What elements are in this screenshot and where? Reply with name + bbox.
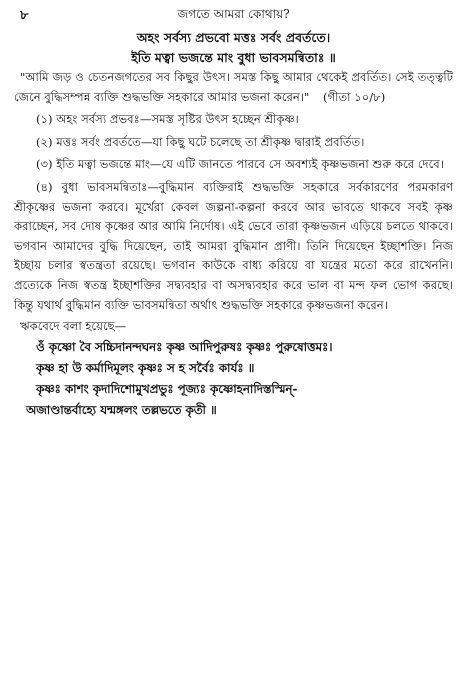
verse-line-2: ইতি মত্বা ভজন্তে মাং বুধা ভাবসমন্বিতাঃ ॥ (131, 50, 336, 65)
rigveda-line-1: ওঁ কৃষ্ণো বৈ সচ্চিদানন্দঘনঃ কৃষ্ণ আদিপুরুষঃ কৃষ্ণঃ পুরুষোত্তমঃ। (36, 339, 333, 354)
item-4 (14, 178, 453, 315)
rigveda-line-4: অজাণ্ডান্তর্বাহ্যে যন্মঙ্গলং তল্লভতে কৃতী ॥ (26, 402, 217, 417)
item-3-text: —যে এটি জানতে পারবে সে অবশ্যই কৃষ্ণভজনা শুরু করে দেবে। (149, 157, 444, 172)
rigveda-line-2: কৃষ্ণ হা উ কর্মাদিমূলং কৃষ্ণঃ স হ সর্বৈঃ কার্যঃ ॥ (36, 360, 255, 375)
item-2-head: মত্তঃ সর্বং প্রবর্ততে (56, 134, 141, 149)
page-number: ৮ (20, 8, 29, 23)
item-1-head: অহং সর্বস্য প্রভবঃ (56, 112, 140, 127)
item-1 (14, 110, 453, 130)
item-3-number: (৩) (36, 157, 53, 172)
item-3 (14, 155, 453, 175)
item-4-head: বুধা ভাবসমন্বিতাঃ (61, 179, 148, 194)
item-1-text: —সমস্ত সৃষ্টির উৎস হচ্ছেন শ্রীকৃষ্ণ। (139, 112, 299, 127)
item-4-number: (৪) (36, 179, 53, 194)
item-2-number: (২) (36, 134, 53, 149)
item-4-text: —বুদ্ধিমান ব্যক্তিরাই শুদ্ধভক্তি সহকারে সর্বকারণের পরমকারণ শ্রীকৃষ্ণের ভজনা করবে। মূর্খেরা কেবল জল্পনা-কল্পনা করবে আর ভাবতে থাকবে সবই কৃষ্ণ করাচ্ছেন, সব দোষ কৃষ্ণের আর আমি নির্দোষ। এই ভেবে তারা কৃষ্ণভজন এড়িয়ে চলতে থাকবে। ভগবান আমাদের বুদ্ধি দিয়েছেন, তাই আমরা বুদ্ধিমান প্রাণী। তিনি দিয়েছেন ইচ্ছাশক্তি। নিজ ইচ্ছায় চলার স্বতন্ত্রতা রয়েছে। ভগবান কাউকে বাধ্য করিয়ে বা যন্ত্রের মতো করে রাখেননি। প্রত্যেকে নিজ স্বতন্ত্র ইচ্ছাশক্তির সদ্ব্যবহার বা অসদ্ব্যবহার করে ভাল বা মন্দ ফল ভোগ করছে। কিন্তু যথার্থ বুদ্ধিমান ব্যক্তি ভাবসমন্বিতা অর্থাৎ শুদ্ধভক্তি সহকারে কৃষ্ণভজনা করেন। (14, 179, 453, 312)
page-header (14, 6, 453, 28)
item-2 (14, 133, 453, 153)
gita-citation: (গীতা ১০/৮) (323, 89, 386, 104)
sanskrit-verse (14, 28, 453, 68)
rigveda-line-3: কৃষ্ণঃ কাশং কৃদাদিশোমুখপ্রভুঃ পূজ্যঃ কৃষ্ণোহনাদিস্তস্মিন্‌- (36, 381, 298, 396)
running-title: জগতে আমরা কোথায়? (177, 7, 290, 21)
rigveda-verse (26, 337, 453, 421)
rigveda-intro: ঋকবেদে বলা হয়েছে— (20, 319, 127, 334)
translation-paragraph (14, 68, 453, 107)
item-2-text: —যা কিছু ঘটে চলেছে তা শ্রীকৃষ্ণ দ্বারাই প্রবর্তিত। (140, 134, 365, 149)
verse-line-1: অহং সর্বস্য প্রভবো মত্তঃ সর্বং প্রবর্ততে। (136, 30, 331, 45)
item-3-head: ইতি মত্বা ভজন্তে মাং (56, 157, 150, 172)
item-1-number: (১) (36, 112, 53, 127)
translation-text: "আমি জড় ও চেতনজগতের সব কিছুর উৎস। সমস্ত কিছু আমার থেকেই প্রবর্তিত। সেই তত্ত্বটি জেনে বুদ্ধিসম্পন্ন ব্যক্তি শুদ্ধভক্তি সহকারে আমার ভজনা করেন।" (14, 70, 453, 104)
